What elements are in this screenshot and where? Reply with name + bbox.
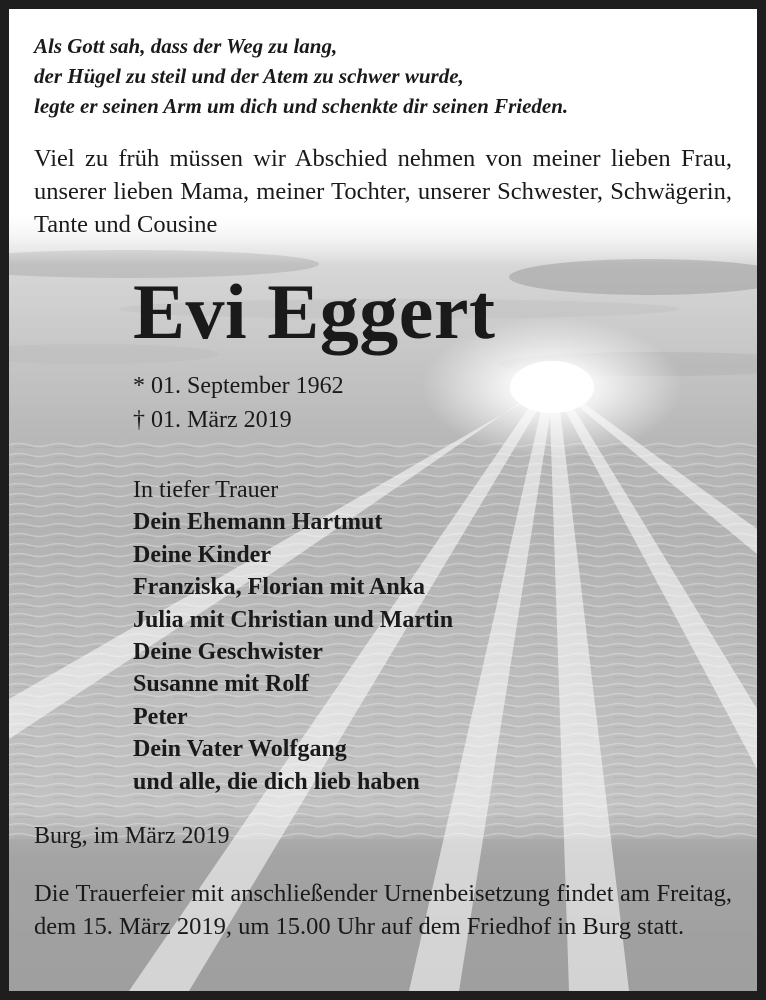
mourning-intro: In tiefer Trauer (133, 477, 279, 503)
mourner: Dein Vater Wolfgang (133, 736, 347, 763)
mourner: Susanne mit Rolf (133, 671, 310, 698)
mourner: Deine Geschwister (133, 639, 323, 666)
life-dates (133, 369, 344, 437)
mourner: Julia mit Christian und Martin (133, 606, 454, 633)
mourner: Peter (133, 703, 188, 730)
mourners-list (133, 474, 453, 798)
funeral-details: Die Trauerfeier mit anschließender Urnenbeisetzung findet am Freitag, dem 15. März 2019, um 15.00 Uhr auf dem Friedhof in Burg statt. (34, 880, 732, 940)
intro-text: Viel zu früh müssen wir Abschied nehmen von meiner lieben Frau, unserer lieben Mama, meiner Tochter, unserer Schwester, Schwägerin, Tante und Cousine (34, 145, 732, 238)
birth-date: * 01. September 1962 (133, 373, 344, 399)
poem-line: der Hügel zu steil und der Atem zu schwer wurde, (34, 64, 464, 88)
place-date: Burg, im März 2019 (34, 823, 230, 849)
mourner: und alle, die dich lieb haben (133, 768, 420, 795)
deceased-name: Evi Eggert (133, 268, 496, 355)
poem (34, 31, 734, 121)
poem-line: legte er seinen Arm um dich und schenkte dir seinen Frieden. (34, 94, 569, 118)
mourner: Dein Ehemann Hartmut (133, 509, 383, 536)
poem-line: Als Gott sah, dass der Weg zu lang, (34, 34, 338, 58)
death-date: † 01. März 2019 (133, 407, 292, 433)
mourner: Franziska, Florian mit Anka (133, 574, 426, 601)
mourner: Deine Kinder (133, 541, 271, 568)
